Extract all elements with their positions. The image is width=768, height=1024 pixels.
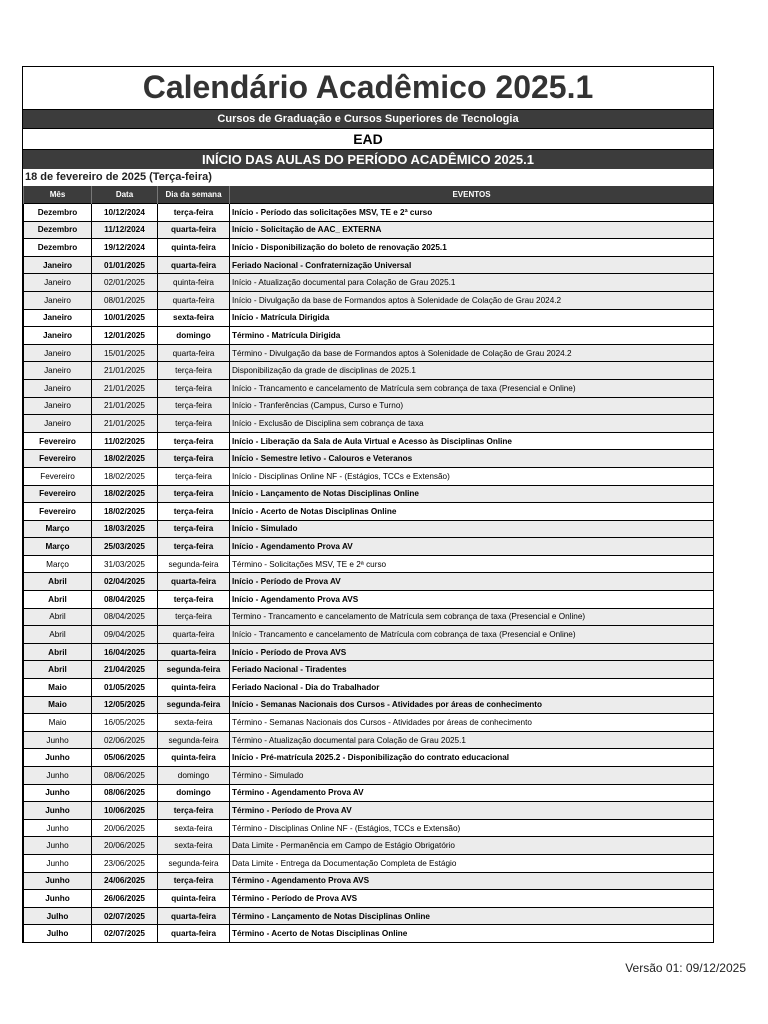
date-cell: 02/01/2025: [92, 274, 158, 292]
date-cell: 21/04/2025: [92, 661, 158, 679]
date-cell: 18/03/2025: [92, 520, 158, 538]
event-cell: Término - Agendamento Prova AV: [230, 784, 714, 802]
date-cell: 23/06/2025: [92, 854, 158, 872]
table-row: [24, 467, 714, 485]
event-cell: Término - Acerto de Notas Disciplinas Online: [230, 925, 714, 942]
month-cell: Dezembro: [24, 239, 92, 257]
table-row: [24, 608, 714, 626]
month-cell: Junho: [24, 749, 92, 767]
date-cell: 09/04/2025: [92, 626, 158, 644]
event-cell: Início - Agendamento Prova AV: [230, 538, 714, 556]
subtitle-band: Cursos de Graduação e Cursos Superiores de Tecnologia: [23, 110, 713, 128]
weekday-cell: domingo: [158, 327, 230, 345]
month-cell: Abril: [24, 608, 92, 626]
event-cell: Início - Atualização documental para Colação de Grau 2025.1: [230, 274, 714, 292]
event-cell: Início - Período de Prova AVS: [230, 643, 714, 661]
modality-band: EAD: [23, 128, 713, 150]
date-cell: 21/01/2025: [92, 379, 158, 397]
event-cell: Início - Tranferências (Campus, Curso e Turno): [230, 397, 714, 415]
event-cell: Feriado Nacional - Confraternização Universal: [230, 256, 714, 274]
table-row: [24, 872, 714, 890]
event-cell: Término - Período de Prova AVS: [230, 890, 714, 908]
date-cell: 31/03/2025: [92, 555, 158, 573]
month-cell: Fevereiro: [24, 485, 92, 503]
col-header-month: Mês: [24, 186, 92, 204]
weekday-cell: quinta-feira: [158, 749, 230, 767]
month-cell: Julho: [24, 907, 92, 925]
table-row: [24, 573, 714, 591]
weekday-cell: terça-feira: [158, 467, 230, 485]
date-cell: 18/02/2025: [92, 467, 158, 485]
event-cell: Término - Lançamento de Notas Disciplinas Online: [230, 907, 714, 925]
date-cell: 21/01/2025: [92, 362, 158, 380]
month-cell: Junho: [24, 784, 92, 802]
table-row: [24, 256, 714, 274]
table-row: [24, 309, 714, 327]
event-cell: Início - Acerto de Notas Disciplinas Online: [230, 503, 714, 521]
table-row: [24, 291, 714, 309]
date-cell: 05/06/2025: [92, 749, 158, 767]
month-cell: Março: [24, 520, 92, 538]
weekday-cell: terça-feira: [158, 520, 230, 538]
month-cell: Janeiro: [24, 256, 92, 274]
table-row: [24, 362, 714, 380]
table-row: [24, 485, 714, 503]
event-cell: Término - Disciplinas Online NF - (Estágios, TCCs e Extensão): [230, 819, 714, 837]
month-cell: Maio: [24, 696, 92, 714]
event-cell: Início - Disponibilização do boleto de renovação 2025.1: [230, 239, 714, 257]
event-cell: Término - Matrícula Dirigida: [230, 327, 714, 345]
date-cell: 02/07/2025: [92, 925, 158, 942]
table-row: [24, 890, 714, 908]
table-row: [24, 925, 714, 942]
event-cell: Início - Agendamento Prova AVS: [230, 591, 714, 609]
weekday-cell: quarta-feira: [158, 925, 230, 942]
event-cell: Início - Simulado: [230, 520, 714, 538]
table-row: [24, 749, 714, 767]
table-row: [24, 696, 714, 714]
weekday-cell: quinta-feira: [158, 890, 230, 908]
date-cell: 08/06/2025: [92, 767, 158, 785]
weekday-cell: terça-feira: [158, 397, 230, 415]
weekday-cell: terça-feira: [158, 485, 230, 503]
table-row: [24, 661, 714, 679]
table-row: [24, 731, 714, 749]
event-cell: Início - Trancamento e cancelamento de Matrícula com cobrança de taxa (Presencial e Online): [230, 626, 714, 644]
event-cell: Término - Divulgação da base de Formandos aptos à Solenidade de Colação de Grau 2024.2: [230, 344, 714, 362]
weekday-cell: terça-feira: [158, 379, 230, 397]
month-cell: Janeiro: [24, 379, 92, 397]
month-cell: Maio: [24, 679, 92, 697]
weekday-cell: quinta-feira: [158, 679, 230, 697]
month-cell: Junho: [24, 767, 92, 785]
date-cell: 20/06/2025: [92, 819, 158, 837]
date-cell: 11/02/2025: [92, 432, 158, 450]
weekday-cell: terça-feira: [158, 802, 230, 820]
table-header-row: [24, 186, 714, 204]
date-cell: 18/02/2025: [92, 485, 158, 503]
col-header-events: EVENTOS: [230, 186, 714, 204]
event-cell: Término - Semanas Nacionais dos Cursos - Atividades por áreas de conhecimento: [230, 714, 714, 732]
month-cell: Janeiro: [24, 291, 92, 309]
event-cell: Término - Atualização documental para Colação de Grau 2025.1: [230, 731, 714, 749]
month-cell: Dezembro: [24, 204, 92, 222]
month-cell: Julho: [24, 925, 92, 942]
month-cell: Junho: [24, 837, 92, 855]
page-title: Calendário Acadêmico 2025.1: [23, 67, 713, 110]
event-cell: Início - Semestre letivo - Calouros e Veteranos: [230, 450, 714, 468]
events-table: [23, 186, 713, 942]
table-row: [24, 520, 714, 538]
month-cell: Junho: [24, 819, 92, 837]
weekday-cell: domingo: [158, 784, 230, 802]
event-cell: Término - Simulado: [230, 767, 714, 785]
date-cell: 16/05/2025: [92, 714, 158, 732]
table-row: [24, 907, 714, 925]
table-row: [24, 591, 714, 609]
weekday-cell: terça-feira: [158, 362, 230, 380]
event-cell: Termino - Trancamento e cancelamento de Matrícula sem cobrança de taxa (Presencial e Online): [230, 608, 714, 626]
month-cell: Junho: [24, 731, 92, 749]
event-cell: Data Limite - Permanência em Campo de Estágio Obrigatório: [230, 837, 714, 855]
date-cell: 21/01/2025: [92, 397, 158, 415]
table-row: [24, 538, 714, 556]
month-cell: Janeiro: [24, 344, 92, 362]
table-row: [24, 837, 714, 855]
event-cell: Disponibilização da grade de disciplinas de 2025.1: [230, 362, 714, 380]
month-cell: Janeiro: [24, 397, 92, 415]
date-cell: 19/12/2024: [92, 239, 158, 257]
weekday-cell: terça-feira: [158, 503, 230, 521]
weekday-cell: domingo: [158, 767, 230, 785]
table-row: [24, 555, 714, 573]
month-cell: Junho: [24, 802, 92, 820]
event-cell: Início - Lançamento de Notas Disciplinas Online: [230, 485, 714, 503]
event-cell: Início - Liberação da Sala de Aula Virtual e Acesso às Disciplinas Online: [230, 432, 714, 450]
event-cell: Início - Trancamento e cancelamento de Matrícula sem cobrança de taxa (Presencial e Online): [230, 379, 714, 397]
date-cell: 24/06/2025: [92, 872, 158, 890]
date-cell: 21/01/2025: [92, 415, 158, 433]
weekday-cell: terça-feira: [158, 872, 230, 890]
event-cell: Início - Exclusão de Disciplina sem cobrança de taxa: [230, 415, 714, 433]
date-cell: 12/01/2025: [92, 327, 158, 345]
weekday-cell: terça-feira: [158, 608, 230, 626]
event-cell: Início - Matrícula Dirigida: [230, 309, 714, 327]
event-cell: Início - Semanas Nacionais dos Cursos - Atividades por áreas de conhecimento: [230, 696, 714, 714]
weekday-cell: quarta-feira: [158, 221, 230, 239]
month-cell: Maio: [24, 714, 92, 732]
table-row: [24, 204, 714, 222]
date-cell: 25/03/2025: [92, 538, 158, 556]
event-cell: Feriado Nacional - Dia do Trabalhador: [230, 679, 714, 697]
month-cell: Junho: [24, 872, 92, 890]
weekday-cell: segunda-feira: [158, 555, 230, 573]
table-row: [24, 854, 714, 872]
weekday-cell: segunda-feira: [158, 696, 230, 714]
weekday-cell: terça-feira: [158, 204, 230, 222]
event-cell: Término - Agendamento Prova AVS: [230, 872, 714, 890]
date-cell: 26/06/2025: [92, 890, 158, 908]
table-row: [24, 802, 714, 820]
month-cell: Janeiro: [24, 362, 92, 380]
month-cell: Abril: [24, 626, 92, 644]
version-label: Versão 01: 09/12/2025: [625, 961, 746, 975]
date-cell: 10/12/2024: [92, 204, 158, 222]
month-cell: Março: [24, 555, 92, 573]
event-cell: Início - Período das solicitações MSV, TE e 2ª curso: [230, 204, 714, 222]
weekday-cell: quarta-feira: [158, 256, 230, 274]
event-cell: Início - Solicitação de AAC_ EXTERNA: [230, 221, 714, 239]
weekday-cell: terça-feira: [158, 450, 230, 468]
month-cell: Janeiro: [24, 327, 92, 345]
table-row: [24, 415, 714, 433]
event-cell: Término - Período de Prova AV: [230, 802, 714, 820]
table-row: [24, 626, 714, 644]
month-cell: Fevereiro: [24, 467, 92, 485]
event-cell: Início - Pré-matrícula 2025.2 - Disponibilização do contrato educacional: [230, 749, 714, 767]
month-cell: Janeiro: [24, 274, 92, 292]
table-row: [24, 643, 714, 661]
date-cell: 18/02/2025: [92, 503, 158, 521]
table-row: [24, 450, 714, 468]
table-row: [24, 397, 714, 415]
month-cell: Abril: [24, 643, 92, 661]
table-row: [24, 432, 714, 450]
date-cell: 02/07/2025: [92, 907, 158, 925]
date-cell: 08/04/2025: [92, 608, 158, 626]
weekday-cell: sexta-feira: [158, 714, 230, 732]
date-cell: 10/06/2025: [92, 802, 158, 820]
weekday-cell: quinta-feira: [158, 274, 230, 292]
weekday-cell: terça-feira: [158, 591, 230, 609]
month-cell: Junho: [24, 854, 92, 872]
weekday-cell: quarta-feira: [158, 643, 230, 661]
weekday-cell: quarta-feira: [158, 344, 230, 362]
month-cell: Fevereiro: [24, 432, 92, 450]
table-row: [24, 679, 714, 697]
date-cell: 16/04/2025: [92, 643, 158, 661]
weekday-cell: quarta-feira: [158, 907, 230, 925]
table-row: [24, 714, 714, 732]
month-cell: Fevereiro: [24, 503, 92, 521]
event-cell: Término - Solicitações MSV, TE e 2ª curso: [230, 555, 714, 573]
table-row: [24, 503, 714, 521]
date-cell: 18/02/2025: [92, 450, 158, 468]
calendar-sheet: [22, 66, 714, 943]
table-row: [24, 767, 714, 785]
date-cell: 01/05/2025: [92, 679, 158, 697]
table-row: [24, 239, 714, 257]
table-row: [24, 379, 714, 397]
weekday-cell: sexta-feira: [158, 837, 230, 855]
month-cell: Junho: [24, 890, 92, 908]
date-cell: 02/06/2025: [92, 731, 158, 749]
event-cell: Feriado Nacional - Tiradentes: [230, 661, 714, 679]
weekday-cell: quarta-feira: [158, 626, 230, 644]
date-cell: 20/06/2025: [92, 837, 158, 855]
date-cell: 08/04/2025: [92, 591, 158, 609]
weekday-cell: quinta-feira: [158, 239, 230, 257]
weekday-cell: segunda-feira: [158, 731, 230, 749]
month-cell: Dezembro: [24, 221, 92, 239]
table-row: [24, 221, 714, 239]
weekday-cell: segunda-feira: [158, 854, 230, 872]
date-cell: 02/04/2025: [92, 573, 158, 591]
table-row: [24, 784, 714, 802]
date-cell: 08/01/2025: [92, 291, 158, 309]
month-cell: Março: [24, 538, 92, 556]
table-row: [24, 327, 714, 345]
date-cell: 01/01/2025: [92, 256, 158, 274]
date-cell: 08/06/2025: [92, 784, 158, 802]
start-banner: INÍCIO DAS AULAS DO PERÍODO ACADÊMICO 2025.1: [23, 150, 713, 169]
events-table-body: [24, 204, 714, 942]
date-cell: 10/01/2025: [92, 309, 158, 327]
weekday-cell: terça-feira: [158, 432, 230, 450]
table-row: [24, 819, 714, 837]
date-cell: 12/05/2025: [92, 696, 158, 714]
event-cell: Data Limite - Entrega da Documentação Completa de Estágio: [230, 854, 714, 872]
col-header-weekday: Dia da semana: [158, 186, 230, 204]
month-cell: Janeiro: [24, 415, 92, 433]
month-cell: Abril: [24, 591, 92, 609]
weekday-cell: segunda-feira: [158, 661, 230, 679]
event-cell: Início - Disciplinas Online NF - (Estágios, TCCs e Extensão): [230, 467, 714, 485]
month-cell: Abril: [24, 661, 92, 679]
date-cell: 15/01/2025: [92, 344, 158, 362]
weekday-cell: sexta-feira: [158, 309, 230, 327]
month-cell: Janeiro: [24, 309, 92, 327]
weekday-cell: sexta-feira: [158, 819, 230, 837]
weekday-cell: terça-feira: [158, 415, 230, 433]
weekday-cell: quarta-feira: [158, 573, 230, 591]
start-date: 18 de fevereiro de 2025 (Terça-feira): [25, 171, 212, 183]
table-row: [24, 344, 714, 362]
date-cell: 11/12/2024: [92, 221, 158, 239]
weekday-cell: quarta-feira: [158, 291, 230, 309]
event-cell: Início - Divulgação da base de Formandos aptos à Solenidade de Colação de Grau 2024.2: [230, 291, 714, 309]
weekday-cell: terça-feira: [158, 538, 230, 556]
table-row: [24, 274, 714, 292]
month-cell: Fevereiro: [24, 450, 92, 468]
month-cell: Abril: [24, 573, 92, 591]
event-cell: Início - Período de Prova AV: [230, 573, 714, 591]
col-header-date: Data: [92, 186, 158, 204]
